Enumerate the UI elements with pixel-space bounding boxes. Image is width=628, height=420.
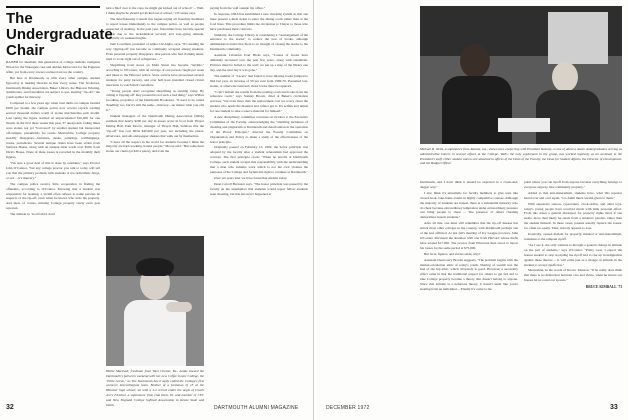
right-col-2 [524, 180, 622, 400]
student-president-photo [420, 6, 622, 144]
paragraph: Assistant Librarian Ivan Hicks says, "Losses of books have definitely increased over the past few years, along with vandalism. Pictures must be bolted to the wall; we put up a map of the library one day, and the next day it was gone." [210, 53, 308, 72]
paragraph: Assistant Dean Gary Brooks suggests, "The problem begins with the market-orientation ethic of today's youth. Sharing of wealth was the fuel of the hip ethic, which obviously is good. However, a secondary effect came in that the traditional respect for others to get fed and to take College property became a theory that doesn't belong to anyone. Since this attitude is a nefarious theory, it doesn't seem like you're stealing from an individual ... Finally it's come to the [420, 257, 518, 292]
left-col-3 [210, 6, 308, 399]
paragraph: Student managers of the Dartmouth Dining Association (DDA) estimate that nearly $200 per day in losses occur in food from Thayer Dining Hall. Paul Moore, manager of Thayer Hall, believes that the "rip-off" has cost DDA $40,000 per year, not including the plates, silverware, and salt-and-pepper shakers that walk out by themselves. [106, 114, 204, 138]
article-title-line2: Undergraduate [6, 26, 113, 43]
paragraph: "As I see it, the only solution is through a general change in attitude on the part of students," says O'Connor. "Pretty soon, I expect the honest student to stop accepting the ripoff and to rise up in indignation against these thieves ... It will come just as a change of attitude in the student to accept ripoffs has." [524, 242, 622, 267]
left-col-1 [6, 60, 100, 395]
paragraph: With expensive stereos, typewriters, clock-radios, and other toys, today's young people have received much with little personal effort. From this arises a general disrespect for property rights since if one steals, more than likely he steals from a student's parents, rather than the student himself. In these cases, parents usually replace the losses, too often too easily. Thus, nobody appears to lose. [524, 201, 622, 231]
paragraph: paying from the wall outside my office." [210, 6, 266, 10]
title-rule [6, 6, 100, 8]
photo-student-body [442, 76, 512, 144]
article-title-block [6, 6, 113, 59]
right-photo-caption: Michael R. Wells, a sophomore from Atlanta, Ga., shown here conferring with President Kemeny, is one of about a dozen undergraduates serving as administrative interns in several offices at the College. Wells, the only sophomore in the group, has worked regularly as an assistant in the President's staff. Other student interns are attached to offices of the Dean of the Faculty, the Dean for Student Affairs, the Director of Development, and the Budget Officer. [420, 147, 622, 166]
softball-player-photo [106, 236, 204, 366]
paragraph: Sam Lovetman, president of Alpha Chi Alpha, says, "It's stealing the way 'ripping-off' has become so commonly accepted among students. Even personal property disappears. One person who had clothing taken, tried to work 'right out of refrigerator ...'" [106, 42, 204, 62]
paragraph: A new disciplinary committee convenes on October 2, the Executive Committee of the Faculty, acknowledging the "alarming incidence of cheating and plagiarism at Dartmouth and deterioration in the operation of the Honor Principle," directed the Faculty Committee on Organization and Policy to make a study of the effectiveness of the honor principle. [210, 115, 308, 144]
paragraph: Dartmouth, and I don't think it should be expected in a cloak-and-dagger way." [420, 180, 518, 189]
photo-window [548, 12, 608, 64]
paragraph: point where you can ripoff from anyone because everything belongs to everyone anyway, like community property." [524, 180, 622, 189]
left-page-number: 32 [6, 404, 14, 411]
photo-president-head [552, 62, 578, 92]
article-title-line3: Chair [6, 42, 45, 59]
paragraph: RAISED for idealism, this generation of college students castigates Nixon for the Watergate case and derides McGovern for the Eagleton affair, yet from every towers scattered across the country. [6, 60, 100, 74]
paragraph: Similarly, the College Library is considering a "rearrangement of the entrance to the stacks" to reduce the loss of books, although administrators insist that there is no thought of closing the stacks to the Dartmouth community. [210, 32, 308, 52]
article-title-line1: The [6, 10, 33, 27]
paragraph: Dean Carroll Brewster says, "The honor principle was passed by the faculty on the assumption that students would report fellow students seen cheating, but this has never happened at [210, 181, 308, 196]
paragraph: The number of "tracers" that failed to trace missing books jumped to 944 last year, an increase of 50 per cent from 1969-70. Presumed lost, stolen, or otherwise removed, those books must be replaced. [210, 73, 308, 88]
right-col-1 [420, 180, 518, 400]
left-photo-caption: Hallie Marshall, freshman from West Chester, Pa., heads toward the Dartmouth's fall-term weekend with her new Coffee Junior College, the "Little Green," as The Dartmouth has it aptly called the College's first women's intercollegiate team. Brother of a freshman of 13 at the Hanover high school, set with a 2-2 record under the aegis of Coach Jerry Fletcher, a sophomore from Oak Park, Ill. and member of CYC and New England College Softball Association in Keene State and Smith. [106, 369, 204, 407]
paragraph: turn a thief over to the cops, he might get kicked out of school!' ... Well, I think maybe he should get kicked out of school," O'Connor says. [106, 6, 204, 15]
paragraph: "I have all the respect in the world for students because I think the majority are hard-working, honest people," Moore said. "But some have stolen our chairs (at $20 a piece), and even the [106, 139, 204, 154]
paragraph: Added to this anti-materialism, students have, what this reporter heard over and over again, "too damn much wealth given to them." [524, 190, 622, 200]
photo-president-body [536, 90, 600, 144]
author-byline: BRUCE KIMBALL '73 [585, 285, 622, 290]
paragraph: But here at Dartmouth, as with every other campus, student hypocrisy is making theories in that every sense. The bookstore, Dartmouth Dining Association, Baker Library, the Hanover Printing, dormitories, and fraternities are subject to use, stealing "rip-off," the youth epithet for thievery. [6, 75, 100, 100]
paragraph: I also think it's unrealistic for faculty members to give tests like closed-book, take-home exams in highly competitive courses. Although the majority of students are honest, there is a substantial minority who do cheat because extraordinary temptation under extraordinary pressure can bring people to cheat ... The presence of others cheating demoralizes honest students." [420, 190, 518, 220]
paragraph: "I'm sure a good deal of this is done by outsiders," says Proctor John O'Connor, "but any college proctor you talk to today will tell you that the primary problem with students is not radicalism, drugs, or sex ... it's thievery." [6, 161, 100, 180]
paragraph: "Young people don't recognize shoplifting as stealing today. By calling it 'ripping-off' they pretend its not such a bad thing," says Wilbur Goodhue, proprietor of the Dartmouth Bookstore. "It used to be called 'handling' too, but it's still the same—thievery—no matter what you call it." [106, 88, 204, 113]
paragraph: "I can't fathom the results from the reading room and books from the reference room," says Stanley Brown, chief of Baker's circulation services, "but even more than the replacement cost we worry about the student who needs the material and cannot get it. It's selfish and unjust for one student to take a source material for himself." [210, 89, 308, 114]
paragraph: Meanwhile, in the words of Doctor Johnson, "If he really does think that there is no distinction between vice and virtue, when he leaves our houses let us count our spoons." [524, 268, 622, 283]
paragraph: Shoplifting from stores on Main Street has become "terrible," according to O'Connor, with an average of one person caught per week and taken to the Hanover police. Store owners have prosecuted several students for petty larceny, and over half have installed closed circuit television to watch their customers. [106, 62, 204, 87]
right-page [314, 0, 628, 420]
paragraph: The campus police receive little cooperation in finding the offenders, according to O'Connor. Knowing that a student was responsible for stealing, a victim often refuses to name persons he suspects of the rip-off, even when he knows who stole his property. And then, of course, missing College property rarely even gets reported. [6, 181, 100, 211]
paragraph: But facts, figures, and stories aside, why? [424, 251, 481, 256]
paragraph: Ironically, caused disdain for property, masked or anti-materialism, translates to the rampant ripoff. [524, 232, 622, 241]
right-page-number: 33 [610, 404, 618, 411]
paragraph: The Interfraternity Council has begun urging all fraternity members to report losses immediately to the campus police, as well as people suspected of stealing. In the past year, fraternities have become special targets due to the lackadaisical security and easy-going attitude, especially on weekend nights. [106, 16, 204, 41]
paragraph: Originally passed on February 13, 1962, the honor principle was adopted by the faculty after a student referendum had approved the concept. The first principle reads: "When he enrolls at Dartmouth College, each student accepts this responsibility with the understanding that a man who submits work which is not his own violates the purposes of the College and forfeits his right to continue at Dartmouth." [210, 145, 308, 174]
paragraph: Compared to a few years ago when total thefts on campus totalled $100 per month, the campus police now receive reports totaling several thousand dollars worth of stolen merchandise each month. Last spring the figure reached an unprecedented $10,000 for one month. In the first three weeks this year, 37 unexposed, fading bikes were stolen, not yet "borrowed" by another student but transported off-campus, presumably for resale. Meanwhile, College property steadily disappears—furniture, desks, paintings, wallhangings, books, periodicals. Several antique chairs have been stolen from Sanborn House, along with an antique table worth over $500, from Dick's House. None of these losses is recorded in the monthly theft figures. [6, 101, 100, 160]
paragraph: Over ten years later we have found that student today. [214, 175, 288, 180]
issue-date-footer: DECEMBER 1972 [326, 405, 370, 411]
photo-hair [136, 258, 174, 276]
magazine-name-footer: DARTMOUTH ALUMNI MAGAZINE [214, 405, 299, 411]
paragraph: After all this, one must still remember that the rip-off disease has struck most other colleges in the country, with Dartmouth perhaps one of the less afflicted. At last fall's meeting of Ivy League proctors, John O'Connor discussed the situation with one from Harvard whose thefts have totaled $17,000. The proctor from Princeton then stood to report his losses for the same period at $75,000. [420, 221, 518, 250]
photo-arm [166, 302, 192, 312]
left-col-2 [106, 6, 204, 231]
paragraph: In response, DDA has established a new checking system so that one must present a meal ticket to enter the dining room rather than at the food lines. This procedure limits the circulation to Thayer to those who have purchased meal contracts. [210, 11, 308, 31]
photo-student-head [460, 44, 490, 78]
photo-papers [498, 118, 550, 132]
paragraph: The attitude is, 'God forbid, don't [10, 212, 56, 217]
